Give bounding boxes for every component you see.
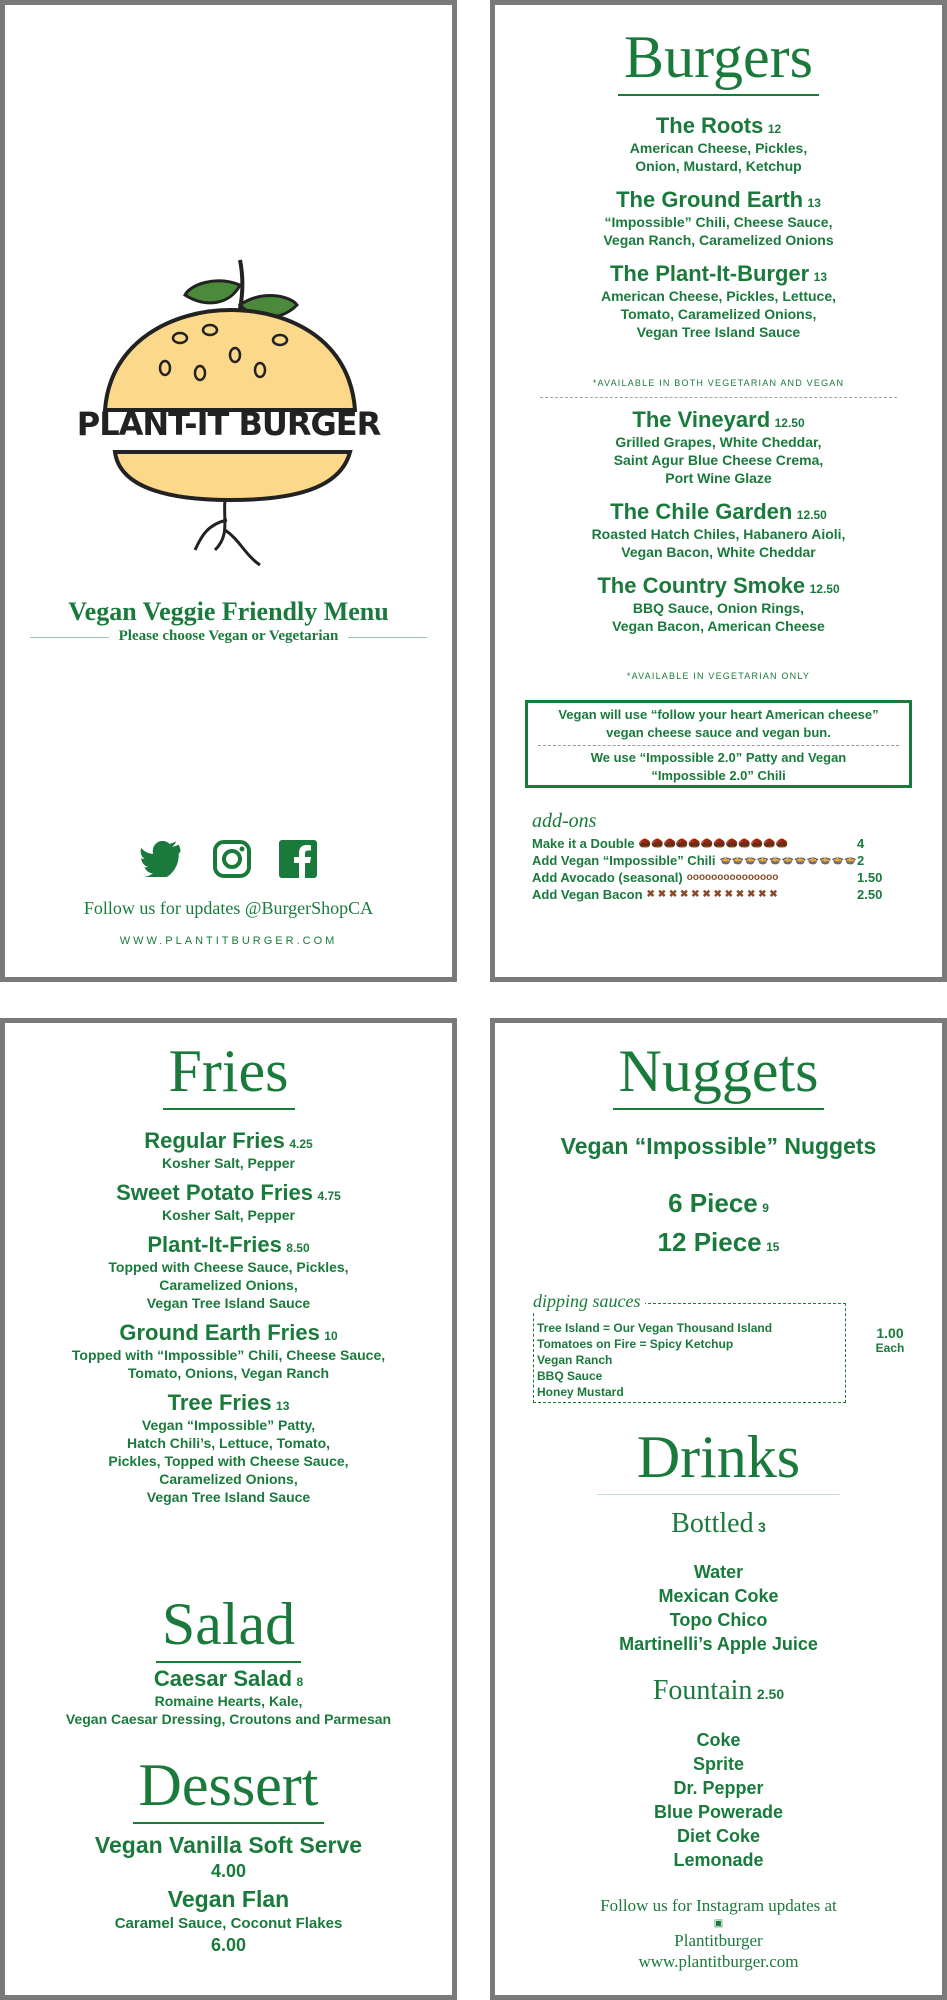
drink-item: Lemonade	[673, 1850, 764, 1870]
addon-label: Add Vegan Bacon	[532, 887, 643, 902]
instagram-icon[interactable]	[213, 840, 251, 883]
drink-item: Water	[693, 1562, 744, 1582]
addon-row	[532, 869, 897, 886]
menu-item-header	[5, 1232, 452, 1258]
drink-item: Mexican Coke	[658, 1586, 779, 1606]
dessert-heading-wrap	[5, 1751, 452, 1824]
item-price: 12	[767, 122, 782, 136]
salad-desc-2: Vegan Caesar Dressing, Croutons and Parmesan	[65, 1711, 392, 1727]
nuggets-subtitle: Vegan “Impossible” Nuggets	[560, 1133, 877, 1159]
fountain-price: 2.50	[756, 1686, 785, 1702]
footer-instagram-icon: ▣	[713, 1918, 724, 1929]
salad-desc-1: Romaine Hearts, Kale,	[154, 1693, 303, 1709]
bottled-heading	[495, 1508, 942, 1540]
sauce-item: Tree Island = Our Vegan Thousand Island	[537, 1321, 773, 1335]
burgers-heading: Burgers	[618, 23, 819, 96]
menu-item-header	[5, 1390, 452, 1416]
item-description: Kosher Salt, Pepper	[161, 1155, 296, 1171]
item-description: American Cheese, Pickles, Lettuce,	[601, 288, 836, 304]
sauce-price-box	[865, 1325, 915, 1355]
nuggets-heading-wrap	[495, 1037, 942, 1110]
menu-item-header	[495, 407, 942, 433]
menu-item	[495, 407, 942, 487]
bottled-list	[495, 1560, 942, 1656]
sauce-item: Honey Mustard	[537, 1385, 624, 1399]
addon-row	[532, 835, 897, 852]
note-both: *AVAILABLE IN BOTH VEGETARIAN AND VEGAN	[592, 378, 845, 388]
item-name: The Ground Earth	[616, 187, 804, 212]
addon-label: Add Vegan “Impossible” Chili	[532, 853, 716, 868]
nugget-price: 15	[766, 1240, 780, 1254]
item-price: 4.75	[317, 1189, 341, 1203]
menu-item-header	[5, 1320, 452, 1346]
item-price: 13	[807, 196, 821, 210]
social-icons	[5, 840, 452, 883]
item-price: 8.50	[286, 1241, 310, 1255]
drink-item: Blue Powerade	[653, 1802, 784, 1822]
salad-heading-wrap	[5, 1590, 452, 1663]
addon-row	[532, 852, 897, 869]
item-description: Vegan Bacon, American Cheese	[612, 618, 825, 634]
item-name: The Chile Garden	[610, 499, 793, 524]
menu-item	[5, 1390, 452, 1506]
menu-item	[495, 573, 942, 635]
item-description: Vegan Tree Island Sauce	[636, 324, 801, 340]
salad-item	[5, 1666, 452, 1728]
drinks-heading: Drinks	[597, 1423, 840, 1495]
menu-item	[5, 1320, 452, 1382]
box-divider	[538, 745, 899, 746]
fries-panel	[0, 1018, 457, 2000]
dashed-divider	[540, 397, 897, 398]
burger-list-a	[495, 113, 942, 353]
dessert-name: Vegan Flan	[167, 1886, 290, 1912]
fries-heading: Fries	[163, 1037, 295, 1110]
item-description: BBQ Sauce, Onion Rings,	[632, 600, 805, 616]
item-price: 10	[324, 1329, 338, 1343]
addon-price: 4	[857, 836, 865, 851]
note-vegetarian: *AVAILABLE IN VEGETARIAN ONLY	[626, 671, 811, 681]
dessert-list	[5, 1832, 452, 1956]
box-line-4: “Impossible 2.0” Chili	[651, 768, 786, 783]
salad-price: 8	[296, 1675, 304, 1689]
facebook-icon[interactable]	[279, 840, 317, 883]
menu-item	[5, 1232, 452, 1312]
item-description: Topped with Cheese Sauce, Pickles,	[108, 1259, 349, 1275]
sauce-each: Each	[875, 1341, 905, 1355]
bottled-label: Bottled	[671, 1508, 754, 1539]
nugget-name: 12 Piece	[657, 1227, 762, 1257]
item-price: 12.50	[809, 582, 840, 596]
item-description: Kosher Salt, Pepper	[161, 1207, 296, 1223]
fries-list	[5, 1128, 452, 1514]
item-description: Vegan “Impossible” Patty,	[141, 1417, 316, 1433]
item-name: The Plant-It-Burger	[609, 261, 810, 286]
dessert-heading: Dessert	[133, 1751, 325, 1824]
item-description: Vegan Bacon, White Cheddar	[621, 544, 816, 560]
drink-item: Topo Chico	[669, 1610, 768, 1630]
menu-item	[495, 113, 942, 175]
nuggets-heading: Nuggets	[613, 1037, 825, 1110]
addon-icons: 🍲🍲🍲🍲🍲🍲🍲🍲🍲🍲🍲	[719, 855, 857, 866]
item-description: Roasted Hatch Chiles, Habanero Aioli,	[591, 526, 846, 542]
bottled-price: 3	[758, 1519, 766, 1535]
sauce-item: Tomatoes on Fire = Spicy Ketchup	[537, 1337, 734, 1351]
salad-name: Caesar Salad	[153, 1666, 293, 1691]
item-name: The Country Smoke	[597, 573, 806, 598]
addons-list	[532, 835, 897, 903]
website-link[interactable]: WWW.PLANTITBURGER.COM	[119, 935, 338, 947]
burgers-heading-wrap	[495, 23, 942, 96]
menu-subtitle-wrap	[5, 627, 452, 645]
item-description: Grilled Grapes, White Cheddar,	[615, 434, 822, 450]
fountain-label: Fountain	[652, 1675, 753, 1706]
menu-item	[495, 261, 942, 341]
drinks-heading-wrap	[495, 1423, 942, 1495]
drink-item: Diet Coke	[676, 1826, 761, 1846]
item-description: American Cheese, Pickles,	[629, 140, 808, 156]
box-line-3: We use “Impossible 2.0” Patty and Vegan	[590, 750, 847, 765]
item-description: Onion, Mustard, Ketchup	[635, 158, 802, 174]
item-description: Caramelized Onions,	[159, 1277, 298, 1293]
item-description: Caramelized Onions,	[159, 1471, 298, 1487]
vegan-info-box	[525, 700, 912, 788]
dessert-price: 6.00	[210, 1935, 247, 1955]
addon-row	[532, 886, 897, 903]
menu-item-header	[495, 573, 942, 599]
item-price: 13	[276, 1399, 290, 1413]
nuggets-list	[495, 1188, 942, 1258]
menu-item-header	[495, 499, 942, 525]
addon-price: 2	[857, 853, 865, 868]
item-description: Topped with “Impossible” Chili, Cheese Sauce,	[71, 1347, 386, 1363]
menu-subtitle: Please choose Vegan or Vegetarian	[109, 628, 349, 644]
sauce-item: Vegan Ranch	[537, 1353, 613, 1367]
plant-it-burger-logo	[75, 190, 385, 580]
menu-item	[5, 1180, 452, 1224]
menu-item	[5, 1128, 452, 1172]
item-description: Port Wine Glaze	[665, 470, 772, 486]
nugget-name: 6 Piece	[668, 1188, 758, 1218]
item-description: Hatch Chili’s, Lettuce, Tomato,	[126, 1435, 331, 1451]
nuggets-drinks-panel	[490, 1018, 947, 2000]
item-name: The Roots	[655, 113, 764, 138]
addon-icons: ooooooooooooooo	[686, 872, 779, 883]
addons-title: add-ons	[532, 810, 597, 832]
item-description: Saint Agur Blue Cheese Crema,	[613, 452, 824, 468]
item-name: The Vineyard	[632, 407, 771, 432]
item-description: Vegan Ranch, Caramelized Onions	[603, 232, 834, 248]
sauces-title: dipping sauces	[533, 1291, 645, 1312]
item-description: “Impossible” Chili, Cheese Sauce,	[604, 214, 833, 230]
drink-item: Sprite	[692, 1754, 744, 1774]
dessert-name: Vegan Vanilla Soft Serve	[94, 1832, 363, 1858]
menu-item-header	[5, 1128, 452, 1154]
sauces-list	[537, 1320, 772, 1400]
burger-list-b	[495, 407, 942, 647]
item-name: Sweet Potato Fries	[116, 1180, 314, 1205]
salad-heading: Salad	[156, 1590, 301, 1663]
sauce-item: BBQ Sauce	[537, 1369, 603, 1383]
dessert-desc: Caramel Sauce, Coconut Flakes	[114, 1915, 343, 1932]
fries-heading-wrap	[5, 1037, 452, 1110]
sauce-price: 1.00	[876, 1325, 904, 1341]
item-name: Ground Earth Fries	[119, 1320, 320, 1345]
addon-label: Make it a Double	[532, 836, 635, 851]
menu-item-header	[495, 113, 942, 139]
menu-item-header	[5, 1180, 452, 1206]
addon-icons: ✖ ✖ ✖ ✖ ✖ ✖ ✖ ✖ ✖ ✖ ✖ ✖	[646, 889, 778, 900]
nugget-price: 9	[762, 1201, 769, 1215]
fountain-list	[495, 1728, 942, 1872]
follow-text: Follow us for updates @BurgerShopCA	[83, 898, 374, 918]
addon-price: 1.50	[857, 870, 883, 885]
item-description: Pickles, Topped with Cheese Sauce,	[108, 1453, 349, 1469]
addon-price: 2.50	[857, 887, 883, 902]
item-price: 12.50	[774, 416, 805, 430]
menu-item-header	[495, 261, 942, 287]
logo-text: PLANT-IT BURGER	[76, 405, 381, 443]
item-price: 12.50	[796, 508, 827, 522]
cover-panel	[0, 0, 457, 982]
item-name: Plant-It-Fries	[147, 1232, 282, 1257]
twitter-icon[interactable]	[140, 841, 184, 882]
item-description: Tomato, Caramelized Onions,	[620, 306, 817, 322]
menu-item-header	[495, 187, 942, 213]
addon-icons: 🌰🌰🌰🌰🌰🌰🌰🌰🌰🌰🌰🌰	[638, 838, 788, 849]
item-price: 13	[813, 270, 828, 284]
box-line-1: Vegan will use “follow your heart American cheese”	[558, 707, 879, 722]
footer-follow: Follow us for Instagram updates at	[600, 1896, 837, 1915]
footer-instagram-handle: Plantitburger	[674, 1931, 763, 1950]
item-description: Vegan Tree Island Sauce	[146, 1489, 311, 1505]
item-name: Tree Fries	[167, 1390, 272, 1415]
drink-item: Dr. Pepper	[673, 1778, 764, 1798]
menu-title: Vegan Veggie Friendly Menu	[68, 597, 389, 626]
item-description: Vegan Tree Island Sauce	[146, 1295, 311, 1311]
fountain-heading	[495, 1675, 942, 1707]
item-price: 4.25	[289, 1137, 313, 1151]
dessert-price: 4.00	[210, 1861, 247, 1881]
menu-item	[495, 499, 942, 561]
burgers-panel	[490, 0, 947, 982]
addon-label: Add Avocado (seasonal)	[532, 870, 683, 885]
drink-item: Martinelli’s Apple Juice	[619, 1634, 818, 1654]
item-name: Regular Fries	[144, 1128, 285, 1153]
drink-item: Coke	[696, 1730, 741, 1750]
footer-website[interactable]: www.plantitburger.com	[638, 1952, 799, 1971]
item-description: Tomato, Onions, Vegan Ranch	[127, 1365, 330, 1381]
box-line-2: vegan cheese sauce and vegan bun.	[606, 725, 831, 740]
menu-item	[495, 187, 942, 249]
